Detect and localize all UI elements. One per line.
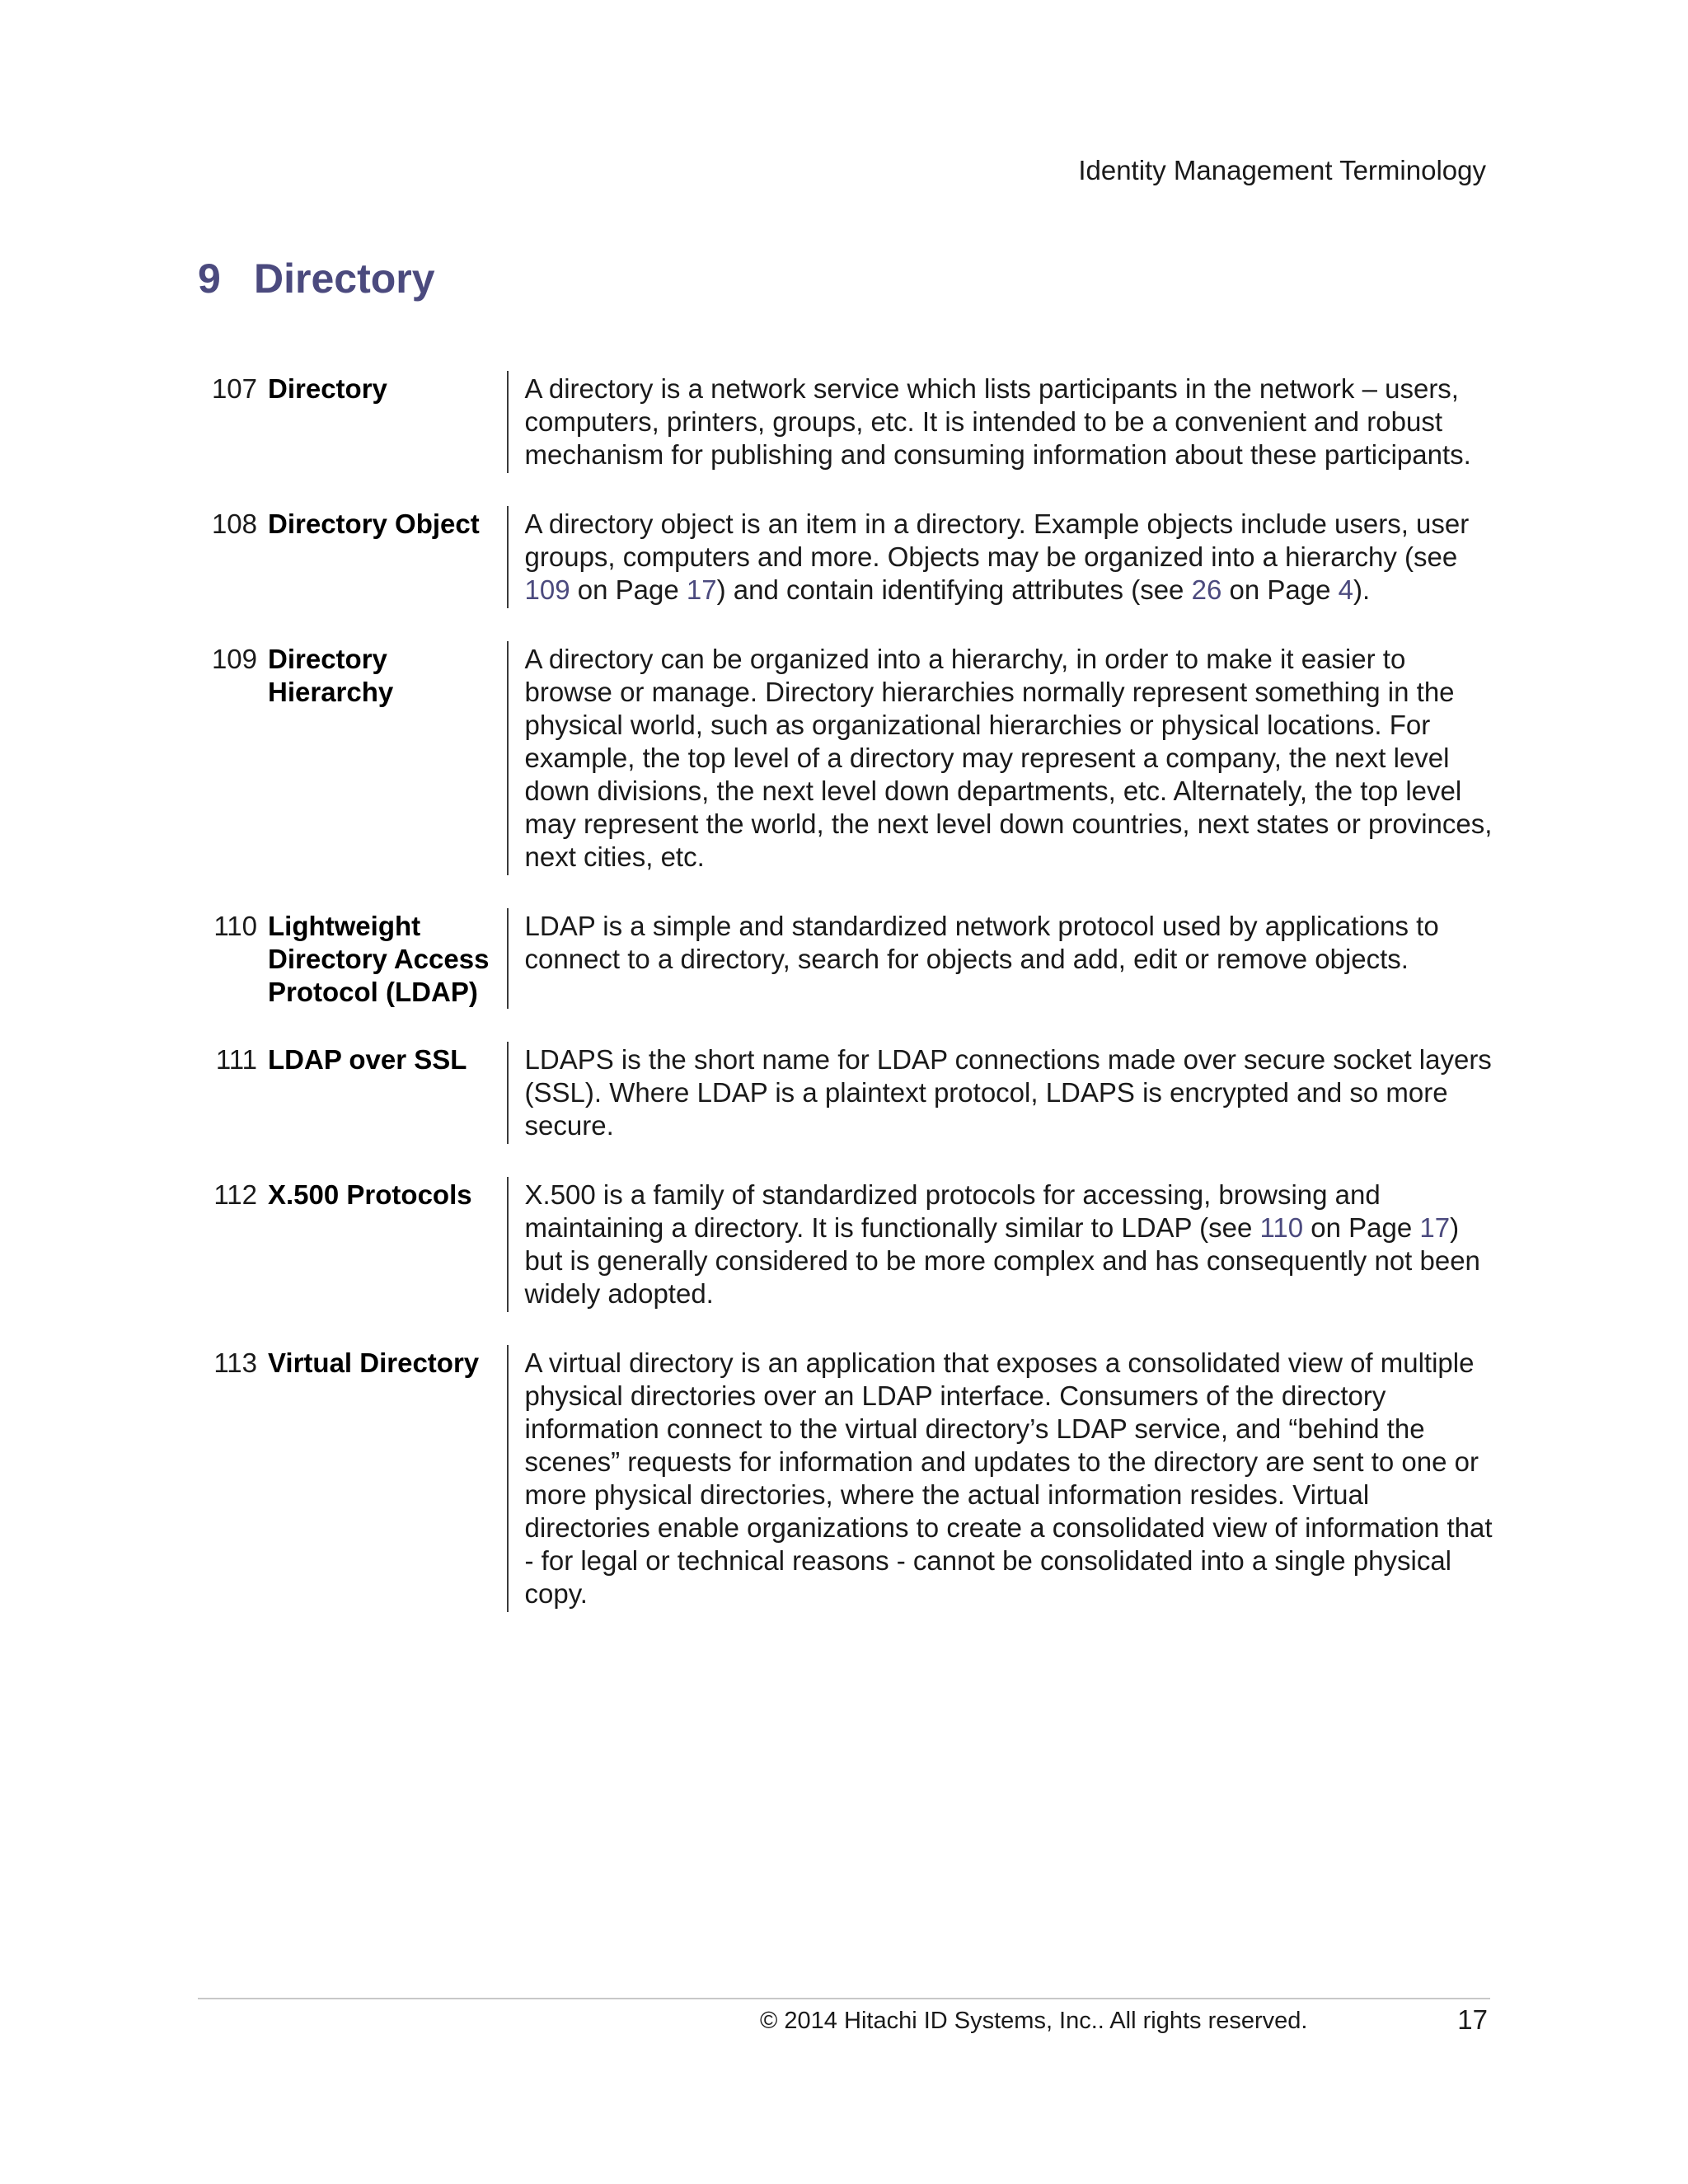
definition-text: ) but is generally considered to be more complex and has consequently not been widely adopted. (524, 1212, 1480, 1309)
definition-text: ) and contain identifying attributes (see (716, 574, 1192, 605)
glossary-entry (198, 908, 1500, 1009)
definition-text: A directory is a network service which lists participants in the network – users, computers, printers, groups, etc. It is intended to be a convenient and robust mechanism for publishing and consuming information about these participants. (524, 373, 1471, 470)
definition-text: ). (1353, 574, 1371, 605)
entry-term: Directory (268, 373, 387, 404)
cross-reference-link[interactable]: 17 (686, 574, 717, 605)
cross-reference-link[interactable]: 110 (1259, 1212, 1304, 1243)
entry-definition (525, 1042, 1500, 1144)
entry-term: Virtual Directory (268, 1347, 480, 1378)
entry-term-column (198, 1345, 507, 1612)
chapter-title-text: Directory (254, 255, 435, 302)
cross-reference-link[interactable]: 109 (524, 574, 570, 605)
entry-definition (525, 371, 1500, 473)
entry-number: 108 (211, 509, 257, 539)
entry-definition (525, 641, 1500, 875)
footer-copyright: © 2014 Hitachi ID Systems, Inc.. All rights reserved. (760, 2008, 1308, 2034)
cross-reference-link[interactable]: 26 (1191, 574, 1222, 605)
entry-number: 111 (215, 1044, 257, 1075)
definition-text: on Page (1221, 574, 1339, 605)
entry-number: 110 (213, 911, 257, 941)
entry-divider (507, 908, 509, 1009)
definition-text: on Page (1303, 1212, 1420, 1243)
definition-text: LDAPS is the short name for LDAP connections made over secure socket layers (SSL). Where LDAP is a plaintext protocol, LDAPS is encrypted and so more secure. (524, 1044, 1492, 1141)
entry-divider (507, 641, 509, 875)
entry-term-column (198, 908, 507, 1009)
footer-divider (198, 1998, 1490, 1999)
entry-term-column (198, 1177, 507, 1312)
definition-text: on Page (570, 574, 687, 605)
entry-number: 107 (211, 373, 257, 404)
entry-divider (507, 1042, 509, 1144)
entry-divider (507, 1177, 509, 1312)
cross-reference-link[interactable]: 17 (1419, 1212, 1451, 1243)
running-header: Identity Management Terminology (1078, 155, 1486, 185)
definition-text: A directory object is an item in a directory. Example objects include users, user groups, computers and more. Objects may be organized into a hierarchy (see (524, 509, 1470, 572)
glossary-entry (198, 506, 1500, 608)
entry-term: Directory Hierarchy (268, 644, 394, 707)
entry-term-column (198, 506, 507, 608)
entry-number: 113 (213, 1347, 257, 1378)
entry-term-column (198, 371, 507, 473)
glossary-list (198, 371, 1500, 1645)
entry-term: LDAP over SSL (268, 1044, 467, 1075)
chapter-number: 9 (198, 255, 221, 302)
cross-reference-link[interactable]: 4 (1338, 574, 1353, 605)
entry-term: X.500 Protocols (268, 1179, 472, 1210)
entry-definition (525, 908, 1500, 1009)
chapter-title (198, 254, 435, 303)
entry-term: Lightweight Directory Access Protocol (LDAP) (268, 911, 490, 1007)
definition-text: LDAP is a simple and standardized network protocol used by applications to connect to a directory, search for objects and add, edit or remove objects. (524, 911, 1439, 974)
entry-term-column (198, 641, 507, 875)
glossary-entry (198, 1177, 1500, 1312)
entry-number: 112 (213, 1179, 257, 1210)
entry-definition (525, 506, 1500, 608)
entry-divider (507, 371, 509, 473)
entry-term-column (198, 1042, 507, 1144)
entry-definition (525, 1177, 1500, 1312)
glossary-entry (198, 1042, 1500, 1144)
entry-number: 109 (211, 644, 257, 674)
glossary-entry (198, 1345, 1500, 1612)
glossary-entry (198, 371, 1500, 473)
entry-divider (507, 506, 509, 608)
entry-term: Directory Object (268, 509, 480, 539)
definition-text: A directory can be organized into a hierarchy, in order to make it easier to browse or manage. Directory hierarchies normally represent something in the physical world, such as organizational hierarchies or physical locations. For example, the top level of a directory may represent a company, the next level down divisions, the next level down departments, etc. Alternately, the top level may represent the world, the next level down countries, next states or provinces, next cities, etc. (524, 644, 1493, 872)
entry-divider (507, 1345, 509, 1612)
entry-definition (525, 1345, 1500, 1612)
footer-page-number: 17 (1457, 2004, 1488, 2035)
glossary-entry (198, 641, 1500, 875)
definition-text: A virtual directory is an application that exposes a consolidated view of multiple physical directories over an LDAP interface. Consumers of the directory information connect to the virtual directory’s LDAP service, and “behind the scenes” requests for information and updates to the directory are sent to one or more physical directories, where the actual information resides. Virtual directories enable organizations to create a consolidated view of information that - for legal or technical reasons - cannot be consolidated into a single physical copy. (524, 1347, 1493, 1609)
definition-text: X.500 is a family of standardized protocols for accessing, browsing and maintaining a directory. It is functionally similar to LDAP (see (524, 1179, 1381, 1243)
